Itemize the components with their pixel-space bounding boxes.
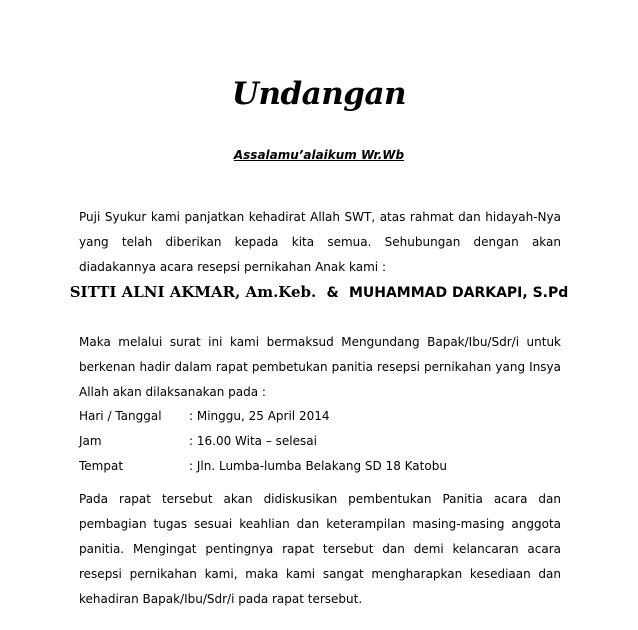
detail-label: Tempat [79, 459, 124, 473]
detail-value: : Jln. Lumba-lumba Belakang SD 18 Katobu [189, 459, 447, 473]
bride-name: SITTI ALNI AKMAR, Am.Keb. [69, 283, 317, 301]
ampersand: & [326, 285, 339, 301]
closing-paragraph: Pada rapat tersebut akan didiskusikan pembentukan Panitia acara dan pembagian tugas sesuai keahlian dan keterampilan masing-masing anggota panitia. Mengingat pentingnya rapat tersebut dan demi kelancaran acara resepsi pernikahan kami, maka kami sangat mengharapkan kesediaan dan kehadiran Bapak/Ibu/Sdr/i pada rapat tersebut. [79, 492, 561, 606]
detail-value: : Minggu, 25 April 2014 [189, 409, 330, 423]
invitation-paragraph: Maka melalui surat ini kami bermaksud Mengundang Bapak/Ibu/Sdr/i untuk berkenan hadir dalam rapat pembetukan panitia resepsi pernikahan yang Insya Allah akan dilaksanakan pada : [79, 335, 561, 399]
detail-label: Hari / Tanggal [79, 409, 162, 423]
couple-names [0, 283, 638, 301]
detail-value: : 16.00 Wita – selesai [189, 434, 317, 448]
opening-paragraph: Puji Syukur kami panjatkan kehadirat Allah SWT, atas rahmat dan hidayah-Nya yang telah diberikan kepada kita semua. Sehubungan dengan akan diadakannya acara resepsi pernikahan Anak kami : [79, 210, 561, 274]
detail-label: Jam [79, 434, 102, 448]
groom-name: MUHAMMAD DARKAPI, S.Pd [348, 285, 569, 301]
letter-title: Undangan [231, 76, 407, 112]
greeting: Assalamu’alaikum Wr.Wb [233, 148, 405, 162]
